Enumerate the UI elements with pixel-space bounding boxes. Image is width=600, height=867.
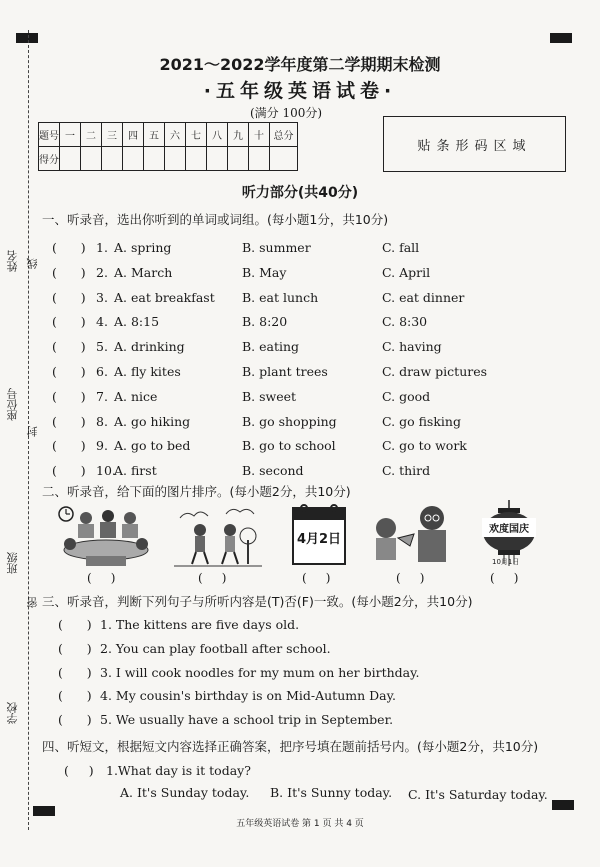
answer-blank[interactable]: ( ) bbox=[52, 339, 86, 355]
question-number: 9. bbox=[96, 438, 108, 454]
question-number: 8. bbox=[96, 413, 108, 429]
picture-answer-blank-3[interactable]: ( ) bbox=[302, 571, 331, 585]
tf-answer-blank[interactable]: ( ) bbox=[58, 688, 92, 704]
option-b: B. second bbox=[242, 463, 304, 479]
score-cell: 七 bbox=[186, 123, 207, 147]
score-input-cell[interactable] bbox=[228, 147, 249, 171]
score-input-cell[interactable] bbox=[207, 147, 228, 171]
score-input-cell[interactable] bbox=[102, 147, 123, 171]
option-a: A. eat breakfast bbox=[114, 289, 215, 305]
score-input-cell[interactable] bbox=[144, 147, 165, 171]
tf-answer-blank[interactable]: ( ) bbox=[58, 712, 92, 728]
score-input-cell[interactable] bbox=[165, 147, 186, 171]
option-b: B. go to school bbox=[242, 438, 336, 454]
question-number: 4. bbox=[96, 314, 108, 330]
option-c: C. draw pictures bbox=[382, 364, 488, 379]
answer-blank[interactable]: ( ) bbox=[52, 438, 86, 454]
question-number: 6. bbox=[96, 364, 108, 379]
page-footer: 五年级英语试卷 第 1 页 共 4 页 bbox=[236, 819, 364, 829]
sidebar-class-label: 班级 bbox=[6, 552, 19, 574]
option-c: C. good bbox=[382, 388, 431, 404]
tf-statement: 2. You can play football after school. bbox=[100, 640, 331, 656]
score-cell: 五 bbox=[144, 123, 165, 147]
section1-heading: 一、听录音，选出你听到的单词或词组。(每小题1分，共10分) bbox=[42, 212, 389, 227]
score-cell: 九 bbox=[228, 123, 249, 147]
tf-statement: 1. The kittens are five days old. bbox=[100, 617, 300, 632]
registration-mark-top-right bbox=[550, 33, 572, 43]
option-c: C. fall bbox=[382, 240, 420, 255]
question-number: 10. bbox=[96, 463, 116, 479]
score-row-label: 得分 bbox=[39, 147, 60, 171]
tf-statement: 5. We usually have a school trip in September. bbox=[100, 712, 394, 728]
score-table bbox=[38, 122, 298, 171]
registration-mark-top-left bbox=[16, 33, 38, 43]
score-cell: 题号 bbox=[39, 123, 60, 147]
score-table-header-row bbox=[39, 123, 298, 147]
score-cell: 二 bbox=[81, 123, 102, 147]
lantern-text: 欢度国庆 bbox=[482, 518, 536, 537]
option-b: B. go shopping bbox=[242, 413, 337, 429]
question-number: 1. bbox=[96, 240, 108, 255]
picture-teacher-and-girl bbox=[364, 500, 460, 570]
option-a: A. go to bed bbox=[114, 438, 191, 454]
answer-blank[interactable]: ( ) bbox=[52, 388, 86, 404]
answer-blank[interactable]: ( ) bbox=[52, 364, 86, 379]
option-c: C. eat dinner bbox=[382, 289, 465, 305]
option-c: C. go fisking bbox=[382, 413, 461, 429]
sidebar-seat-label: 座位号 bbox=[6, 388, 19, 421]
tf-answer-blank[interactable]: ( ) bbox=[58, 617, 92, 632]
section2-heading: 二、听录音，给下面的图片排序。(每小题2分，共10分) bbox=[42, 484, 351, 499]
answer-blank[interactable]: ( ) bbox=[52, 413, 86, 429]
score-cell: 四 bbox=[123, 123, 144, 147]
exam-title: 2021～2022学年度第二学期期末检测 bbox=[159, 55, 441, 74]
picture-answer-blank-1[interactable]: ( ) bbox=[87, 571, 116, 585]
score-input-cell[interactable] bbox=[81, 147, 102, 171]
option-a: A. March bbox=[114, 264, 173, 280]
option-c: C. third bbox=[382, 463, 431, 479]
score-input-cell[interactable] bbox=[60, 147, 81, 171]
section4-answer-blank[interactable]: ( ) bbox=[64, 763, 94, 778]
option-b: B. eating bbox=[242, 339, 300, 355]
picture-children-planting bbox=[172, 504, 264, 570]
picture-answer-blank-4[interactable]: ( ) bbox=[396, 571, 425, 585]
section4-option-b: B. It's Sunny today. bbox=[270, 785, 393, 800]
score-input-cell[interactable] bbox=[249, 147, 270, 171]
option-c: C. April bbox=[382, 264, 431, 280]
tf-answer-blank[interactable]: ( ) bbox=[58, 664, 92, 680]
option-a: A. spring bbox=[114, 240, 172, 255]
section3-heading: 三、听录音，判断下列句子与所听内容是(T)否(F)一致。(每小题2分，共10分) bbox=[42, 594, 473, 609]
listening-section-title: 听力部分(共40分) bbox=[241, 185, 359, 201]
option-c: C. 8:30 bbox=[382, 314, 428, 330]
answer-blank[interactable]: ( ) bbox=[52, 240, 86, 255]
registration-mark-bottom-right bbox=[552, 800, 574, 810]
option-a: A. go hiking bbox=[114, 413, 191, 429]
registration-mark-bottom-left bbox=[33, 806, 55, 816]
picture-classroom-scene bbox=[56, 504, 152, 570]
sidebar-secret-mark: 密 bbox=[26, 597, 39, 608]
score-cell: 六 bbox=[165, 123, 186, 147]
option-a: A. 8:15 bbox=[114, 314, 160, 330]
calendar-date-text: 4月2日 bbox=[296, 532, 342, 547]
option-a: A. fly kites bbox=[114, 364, 181, 379]
answer-blank[interactable]: ( ) bbox=[52, 463, 86, 479]
score-input-cell[interactable] bbox=[123, 147, 144, 171]
sidebar-school-label: 学校 bbox=[6, 702, 19, 724]
sidebar-name-label: 姓名 bbox=[6, 250, 19, 272]
lantern-date: 10月1日 bbox=[492, 558, 520, 566]
tf-answer-blank[interactable]: ( ) bbox=[58, 640, 92, 656]
tf-statement: 4. My cousin's birthday is on Mid-Autumn Day. bbox=[100, 688, 396, 704]
option-b: B. 8:20 bbox=[242, 314, 288, 330]
section4-question-1: 1.What day is it today? bbox=[106, 763, 251, 778]
question-number: 7. bbox=[96, 388, 108, 404]
full-score-note: (满分 100分) bbox=[250, 106, 323, 120]
score-cell: 三 bbox=[102, 123, 123, 147]
section4-heading: 四、听短文，根据短文内容选择正确答案，把序号填在题前括号内。(每小题2分，共10分) bbox=[42, 739, 539, 754]
option-b: B. summer bbox=[242, 240, 311, 255]
option-b: B. plant trees bbox=[242, 364, 328, 379]
answer-blank[interactable]: ( ) bbox=[52, 314, 86, 330]
score-input-cell[interactable] bbox=[186, 147, 207, 171]
score-cell: 八 bbox=[207, 123, 228, 147]
option-c: C. go to work bbox=[382, 438, 467, 454]
option-a: A. first bbox=[114, 463, 157, 479]
question-number: 2. bbox=[96, 264, 108, 280]
barcode-area: 贴条形码区域 bbox=[383, 116, 566, 172]
question-number: 5. bbox=[96, 339, 108, 355]
score-cell: 一 bbox=[60, 123, 81, 147]
section4-option-a: A. It's Sunday today. bbox=[120, 785, 250, 800]
score-input-cell[interactable] bbox=[270, 147, 298, 171]
answer-blank[interactable]: ( ) bbox=[52, 264, 86, 280]
score-cell: 十 bbox=[249, 123, 270, 147]
picture-answer-blank-5[interactable]: ( ) bbox=[490, 571, 519, 585]
picture-answer-blank-2[interactable]: ( ) bbox=[198, 571, 227, 585]
section4-option-c: C. It's Saturday today. bbox=[408, 787, 548, 802]
answer-blank[interactable]: ( ) bbox=[52, 289, 86, 305]
sidebar-line-mark: 线 bbox=[26, 258, 39, 269]
option-a: A. drinking bbox=[114, 339, 185, 355]
option-b: B. eat lunch bbox=[242, 289, 319, 305]
sidebar-seal-mark: 封 bbox=[26, 426, 39, 437]
option-a: A. nice bbox=[114, 388, 158, 404]
exam-subtitle: ·五年级英语试卷· bbox=[203, 80, 397, 102]
option-b: B. sweet bbox=[242, 388, 297, 404]
option-c: C. having bbox=[382, 339, 442, 355]
option-b: B. May bbox=[242, 264, 287, 280]
score-table-score-row bbox=[39, 147, 298, 171]
tf-statement: 3. I will cook noodles for my mum on her birthday. bbox=[100, 664, 420, 680]
question-number: 3. bbox=[96, 289, 108, 305]
score-cell: 总分 bbox=[270, 123, 298, 147]
